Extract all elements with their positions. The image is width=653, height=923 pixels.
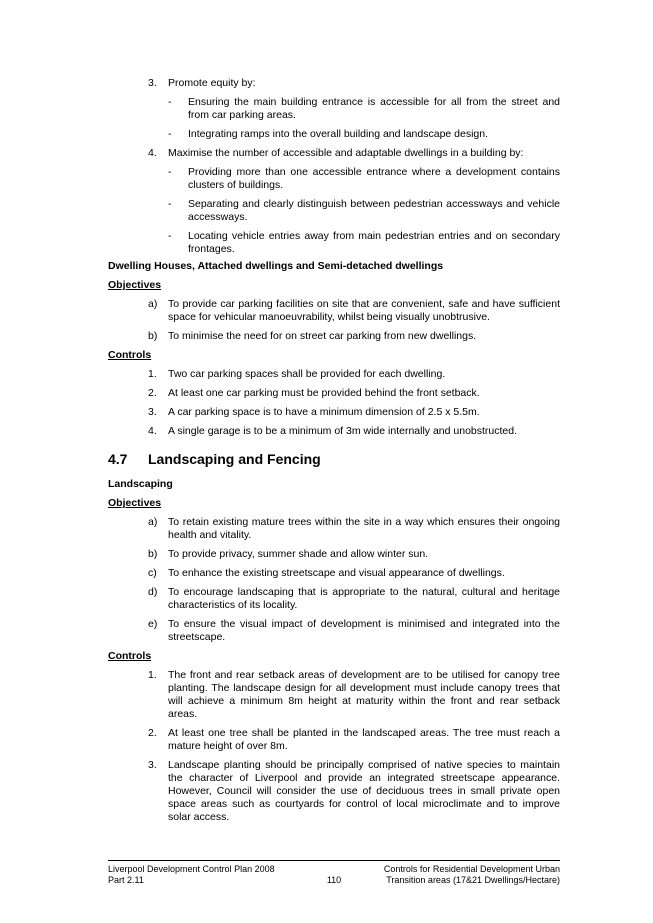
objective-item bbox=[108, 586, 560, 612]
list-item bbox=[108, 147, 560, 160]
objective-text: To provide privacy, summer shade and allow winter sun. bbox=[168, 548, 429, 560]
objective-text: To retain existing mature trees within the site in a way which ensures their ongoing health and vitality. bbox=[168, 516, 560, 541]
list-marker: 3. bbox=[148, 406, 157, 418]
objective-item bbox=[108, 618, 560, 644]
dash-marker: - bbox=[168, 128, 172, 140]
list-marker: b) bbox=[148, 330, 158, 342]
dash-marker: - bbox=[168, 198, 172, 210]
list-marker: 4. bbox=[148, 425, 157, 437]
sub-list-item-text: Locating vehicle entries away from main pedestrian entries and on secondary frontages. bbox=[188, 230, 560, 255]
sub-list-item bbox=[108, 96, 560, 122]
objective-text: To minimise the need for on street car parking from new dwellings. bbox=[168, 330, 477, 342]
objectives-heading: Objectives bbox=[108, 497, 162, 509]
objective-item bbox=[108, 298, 560, 324]
list-marker: a) bbox=[148, 516, 158, 528]
sub-list-item-text: Integrating ramps into the overall building and landscape design. bbox=[188, 128, 489, 140]
list-marker: 4. bbox=[148, 147, 157, 159]
list-marker: 3. bbox=[148, 77, 157, 89]
objectives-heading: Objectives bbox=[108, 279, 162, 291]
objective-item bbox=[108, 567, 560, 580]
objective-text: To encourage landscaping that is appropriate to the natural, cultural and heritage characteristics of its locality. bbox=[168, 586, 560, 611]
control-item bbox=[108, 387, 560, 400]
dash-marker: - bbox=[168, 166, 172, 178]
section-heading bbox=[108, 450, 560, 468]
list-marker: 2. bbox=[148, 727, 157, 739]
page-content bbox=[108, 77, 560, 830]
sub-list-item bbox=[108, 198, 560, 224]
control-item bbox=[108, 759, 560, 824]
list-marker: b) bbox=[148, 548, 158, 560]
control-text: Two car parking spaces shall be provided for each dwelling. bbox=[168, 368, 446, 380]
control-item bbox=[108, 669, 560, 721]
section-number: 4.7 bbox=[108, 451, 128, 467]
list-marker: a) bbox=[148, 298, 158, 310]
objective-text: To enhance the existing streetscape and visual appearance of dwellings. bbox=[168, 567, 505, 579]
sub-list-item bbox=[108, 128, 560, 141]
objective-text: To provide car parking facilities on site that are convenient, safe and have sufficient space for vehicular manoeuvrability, whilst being visually unobtrusive. bbox=[168, 298, 560, 323]
list-marker: c) bbox=[148, 567, 157, 579]
dash-marker: - bbox=[168, 230, 172, 242]
subsection-heading: Landscaping bbox=[108, 478, 173, 490]
control-text: A car parking space is to have a minimum dimension of 2.5 x 5.5m. bbox=[168, 406, 480, 418]
sub-list-item-text: Providing more than one accessible entrance where a development contains clusters of buildings. bbox=[188, 166, 560, 191]
page-footer bbox=[108, 860, 560, 886]
dash-marker: - bbox=[168, 96, 172, 108]
sub-list-item bbox=[108, 166, 560, 192]
footer-chapter-line-1: Controls for Residential Development Urban bbox=[383, 864, 560, 874]
controls-heading: Controls bbox=[108, 349, 152, 361]
control-item bbox=[108, 727, 560, 753]
control-item bbox=[108, 368, 560, 381]
controls-heading: Controls bbox=[108, 650, 152, 662]
list-marker: 1. bbox=[148, 669, 157, 681]
list-marker: 1. bbox=[148, 368, 157, 380]
objective-text: To ensure the visual impact of development is minimised and integrated into the streetscape. bbox=[168, 618, 560, 643]
list-marker: e) bbox=[148, 618, 158, 630]
subsection-heading: Dwelling Houses, Attached dwellings and Semi-detached dwellings bbox=[108, 260, 444, 272]
footer-part: Part 2.11 bbox=[108, 875, 144, 885]
list-marker: 3. bbox=[148, 759, 157, 771]
footer-document-title: Liverpool Development Control Plan 2008 bbox=[108, 864, 275, 874]
control-text: The front and rear setback areas of development are to be utilised for canopy tree planting. The landscape design for all development must include canopy trees that will achieve a minimum 8m height at maturity within the front and rear setback areas. bbox=[168, 669, 560, 720]
page-number: 110 bbox=[326, 875, 342, 885]
sub-list-item-text: Ensuring the main building entrance is accessible for all from the street and from car parking areas. bbox=[188, 96, 560, 121]
list-item-text: Promote equity by: bbox=[168, 77, 256, 89]
objective-item bbox=[108, 516, 560, 542]
control-text: Landscape planting should be principally comprised of native species to maintain the character of Liverpool and provide an integrated streetscape appearance. However, Council will consider the use of deciduous trees in small private open space areas such as courtyards for control of local microclimate and to improve solar access. bbox=[168, 759, 560, 823]
objective-item bbox=[108, 548, 560, 561]
list-item bbox=[108, 77, 560, 90]
footer-chapter-line-2: Transition areas (17&21 Dwellings/Hectare) bbox=[386, 875, 560, 885]
control-text: At least one tree shall be planted in the landscaped areas. The tree must reach a mature height of over 8m. bbox=[168, 727, 560, 752]
control-item bbox=[108, 425, 560, 438]
control-item bbox=[108, 406, 560, 419]
objective-item bbox=[108, 330, 560, 343]
section-title: Landscaping and Fencing bbox=[148, 451, 321, 467]
list-marker: d) bbox=[148, 586, 158, 598]
list-marker: 2. bbox=[148, 387, 157, 399]
control-text: At least one car parking must be provided behind the front setback. bbox=[168, 387, 480, 399]
control-text: A single garage is to be a minimum of 3m wide internally and unobstructed. bbox=[168, 425, 518, 437]
sub-list-item-text: Separating and clearly distinguish between pedestrian accessways and vehicle accessways. bbox=[188, 198, 560, 223]
list-item-text: Maximise the number of accessible and adaptable dwellings in a building by: bbox=[168, 147, 524, 159]
sub-list-item bbox=[108, 230, 560, 256]
